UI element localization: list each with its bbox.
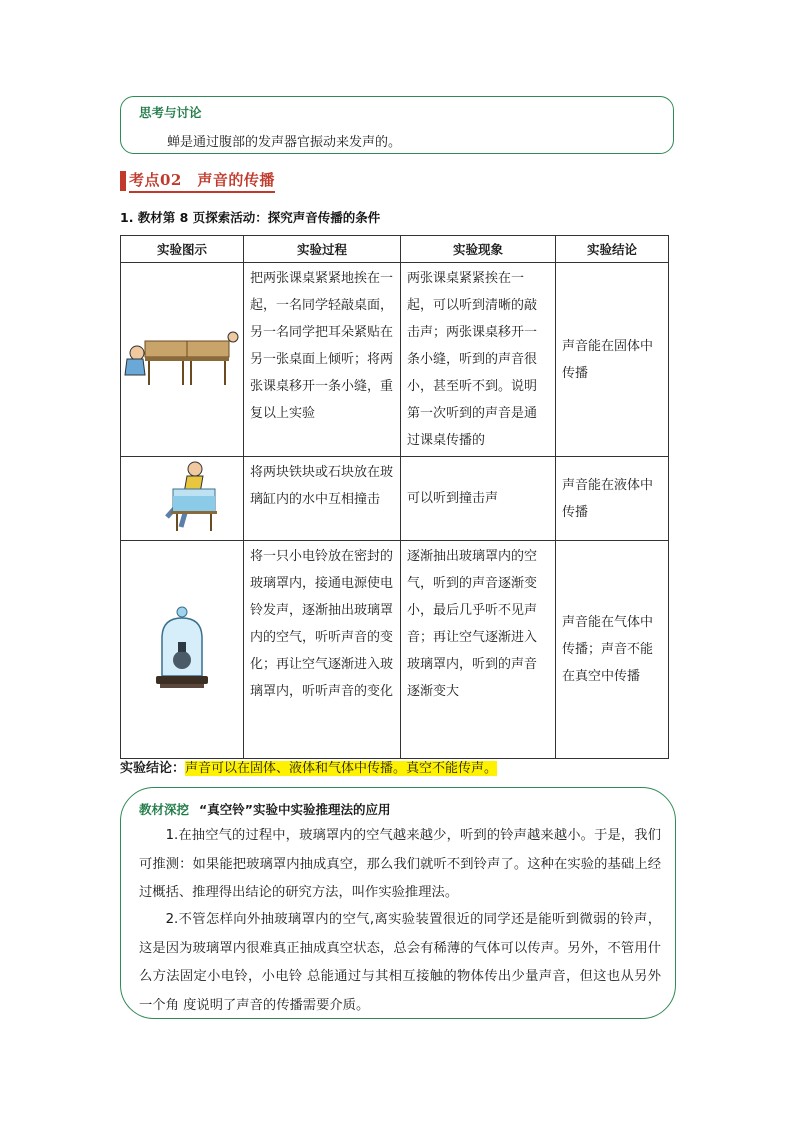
activity-title: 1. 教材第 8 页探索活动：探究声音传播的条件: [120, 210, 381, 225]
deep-dive-tag: 教材深挖: [139, 802, 190, 817]
conclusion-cell: 声音能在液体中传播: [556, 457, 669, 541]
experiment-table: [120, 235, 669, 759]
process-cell: 把两张课桌紧紧地挨在一起，一名同学轻敲桌面，另一名同学把耳朵紧贴在另一张桌面上倾听；将两张课桌移开一条小缝，重复以上实验: [244, 263, 401, 457]
deep-dive-paragraph-2: 2.不管怎样向外抽玻璃罩内的空气,离实验装置很近的同学还是能听到微弱的铃声，这是因为玻璃罩内很难真正抽成真空状态，总会有稀薄的气体可以传声。另外，不管用什么方法固定小电铃，小电铃 总能通过与其相互接触的物体传出少量声音，但这也从另外一个角 度说明了声音的传播需要介质。: [139, 912, 661, 1013]
header-diagram: 实验图示: [121, 236, 244, 263]
desk-listening-illustration: [121, 263, 244, 457]
deep-dive-heading: [139, 800, 390, 818]
header-conclusion: 实验结论: [556, 236, 669, 263]
experiment-conclusion: [120, 760, 497, 778]
conclusion-cell: 声音能在固体中传播: [556, 263, 669, 457]
bell-jar-illustration: [121, 541, 244, 759]
deep-dive-paragraph-1: 1.在抽空气的过程中，玻璃罩内的空气越来越少，听到的铃声越来越小。于是，我们可推测：如果能把玻璃罩内抽成真空，那么我们就听不到铃声了。这种在实验的基础上经过概括、推理得出结论的研究方法，叫作实验推理法。: [139, 828, 661, 900]
header-phenomenon: 实验现象: [401, 236, 556, 263]
think-discuss-box: [120, 96, 674, 154]
header-process: 实验过程: [244, 236, 401, 263]
phenomenon-cell: 两张课桌紧紧挨在一起，可以听到清晰的敲击声；两张课桌移开一条小缝，听到的声音很小，甚至听不到。说明第一次听到的声音是通过课桌传播的: [401, 263, 556, 457]
phenomenon-cell: 可以听到撞击声: [401, 457, 556, 541]
think-discuss-title: 思考与讨论: [139, 105, 202, 120]
section-marker: [120, 171, 126, 191]
think-discuss-body: 蝉是通过腹部的发声器官振动来发声的。: [167, 135, 402, 150]
process-cell: 将两块铁块或石块放在玻璃缸内的水中互相撞击: [244, 457, 401, 541]
conclusion-label: 实验结论：: [120, 761, 186, 776]
phenomenon-cell: 逐渐抽出玻璃罩内的空气，听到的声音逐渐变小，最后几乎听不见声音；再让空气逐渐进入玻璃罩内，听到的声音逐渐变大: [401, 541, 556, 759]
section-heading: [120, 170, 275, 192]
table-row: [121, 541, 669, 759]
table-header-row: [121, 236, 669, 263]
section-title: 考点02 声音的传播: [129, 169, 275, 193]
process-cell: 将一只小电铃放在密封的玻璃罩内，接通电源使电铃发声，逐渐抽出玻璃罩内的空气，听听声音的变化；再让空气逐渐进入玻璃罩内，听听声音的变化: [244, 541, 401, 759]
table-row: [121, 263, 669, 457]
conclusion-cell: 声音能在气体中传播；声音不能在真空中传播: [556, 541, 669, 759]
conclusion-highlight: 声音可以在固体、液体和气体中传播。真空不能传声。: [185, 761, 498, 776]
table-row: [121, 457, 669, 541]
textbook-deep-dive-box: [120, 787, 676, 1019]
fish-tank-illustration: [121, 457, 244, 541]
deep-dive-title: “真空铃”实验中实验推理法的应用: [199, 802, 391, 817]
